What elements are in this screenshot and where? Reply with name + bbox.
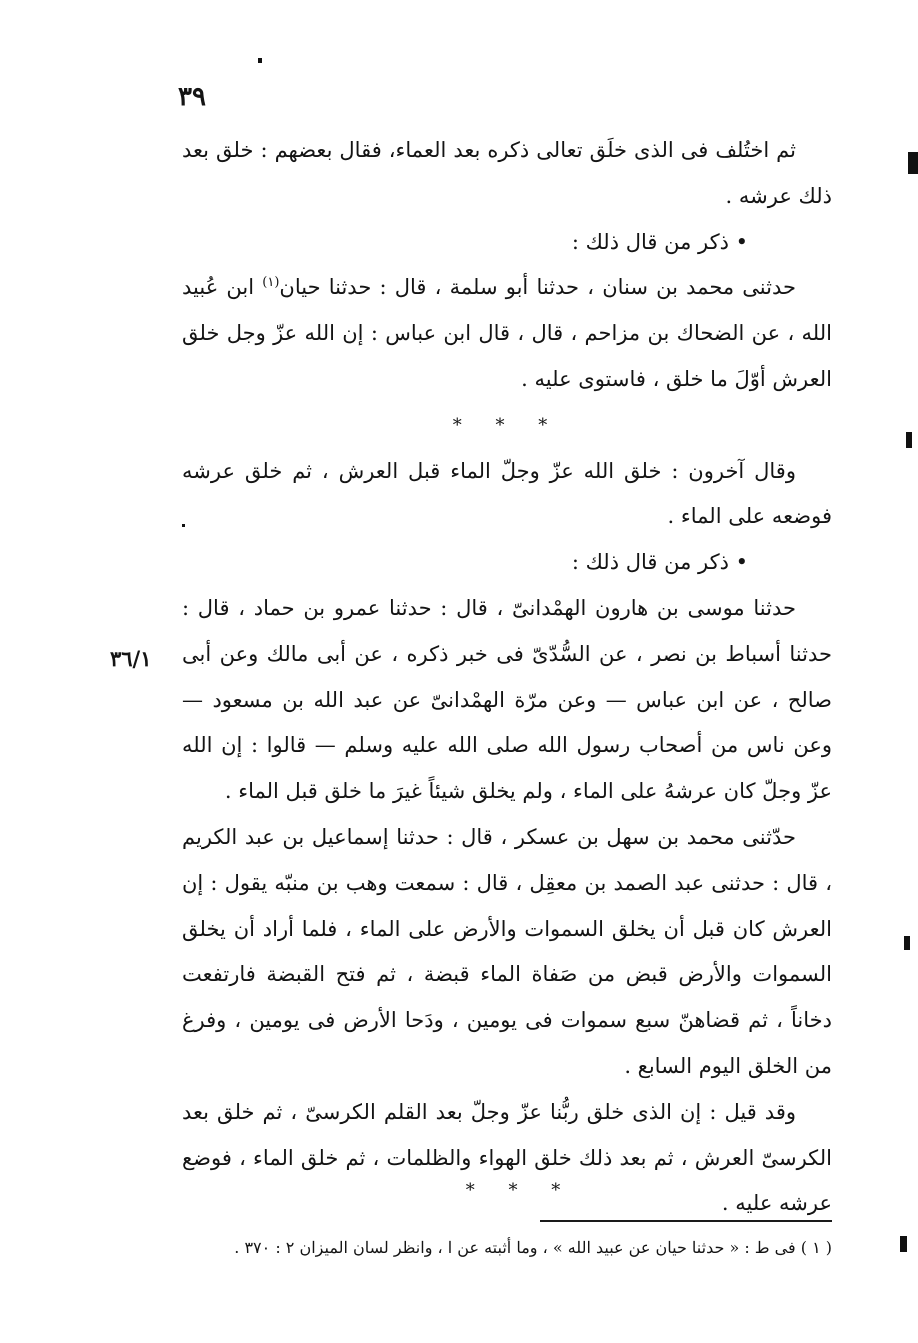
paragraph: وقد قيل : إن الذى خلق ربُّنا عزّ وجلّ بعد القلم الكرسىّ ، ثم خلق بعد الكرسىّ العرش ، ثم بعد ذلك خلق الهواء والظلمات ، ثم خلق الماء ، فوضع عرشه عليه . [182, 1099, 832, 1216]
paragraph-text-continued: ابن عُبيد الله ، عن الضحاك بن مزاحم ، قال ، قال ابن عباس : إن الله عزّ وجل خلق العرش أوّلَ ما خلق ، فاستوى عليه . [182, 275, 832, 391]
scan-mark [258, 58, 262, 63]
paragraph: وقال آخرون : خلق الله عزّ وجلّ الماء قبل العرش ، ثم خلق عرشه فوضعه على الماء . [182, 458, 832, 529]
margin-reference: ٣٦/١ [110, 646, 152, 671]
paragraph: ثم اختُلف فى الذى خلَق تعالى ذكره بعد العماء، فقال بعضهم : خلق بعد ذلك عرشه . [182, 138, 832, 208]
section-heading: • ذكر من قال ذلك : [571, 550, 748, 575]
footnote: ( ١ ) فى ط : « حدثنا حيان عن عبيد الله » ، وما أثبته عن ا ، وانظر لسان الميزان ٢ : ٣٧٠ . [234, 1238, 832, 1257]
scan-mark [900, 1236, 907, 1252]
paragraph-text: حدثنى محمد بن سنان ، حدثنا أبو سلمة ، قال : حدثنا حيان [279, 275, 796, 300]
scan-mark [904, 936, 910, 950]
paragraph [182, 265, 832, 402]
footnote-rule [540, 1220, 832, 1222]
footnote-marker: (١) [262, 275, 280, 291]
paragraph: حدّثنى محمد بن سهل بن عسكر ، قال : حدثنا إسماعيل بن عبد الكريم ، قال : حدثنى عبد الصمد بن معقِل ، قال : سمعت وهب بن منبّه يقول : إن العرش كان قبل أن يخلق السموات والأرض على الماء ، فلما أراد أن يخلق السموات والأرض قبض من صَفاة الماء قبضة ، ثم فتح القبضة فارتفعت دخاناً ، ثم قضاهنّ سبع سموات فى يومين ، ودَحا الأرض فى يومين ، وفرغ من الخلق اليوم السابع . [182, 824, 832, 1078]
section-heading: • ذكر من قال ذلك : [571, 229, 748, 254]
main-text [182, 128, 832, 1227]
paragraph: حدثنا موسى بن هارون الهمْدانىّ ، قال : حدثنا عمرو بن حماد ، قال : حدثنا أسباط بن نصر ، عن السُّدّىّ فى خبر ذكره ، عن أبى مالك وعن أبى صالح ، عن ابن عباس — وعن مرّة الهمْدانىّ عن عبد الله بن مسعود — وعن ناس من أصحاب رسول الله صلى الله عليه وسلم — قالوا : إن الله عزّ وجلّ كان عرشهُ على الماء ، ولم يخلق شيئاً غيرَ ما خلق قبل الماء . [182, 595, 832, 804]
scan-mark [906, 432, 912, 448]
page-number: ٣٩ [178, 82, 206, 112]
scan-mark [182, 524, 185, 527]
scan-mark [908, 152, 918, 174]
section-divider: * * * [452, 414, 562, 436]
end-divider: * * * [465, 1180, 575, 1201]
